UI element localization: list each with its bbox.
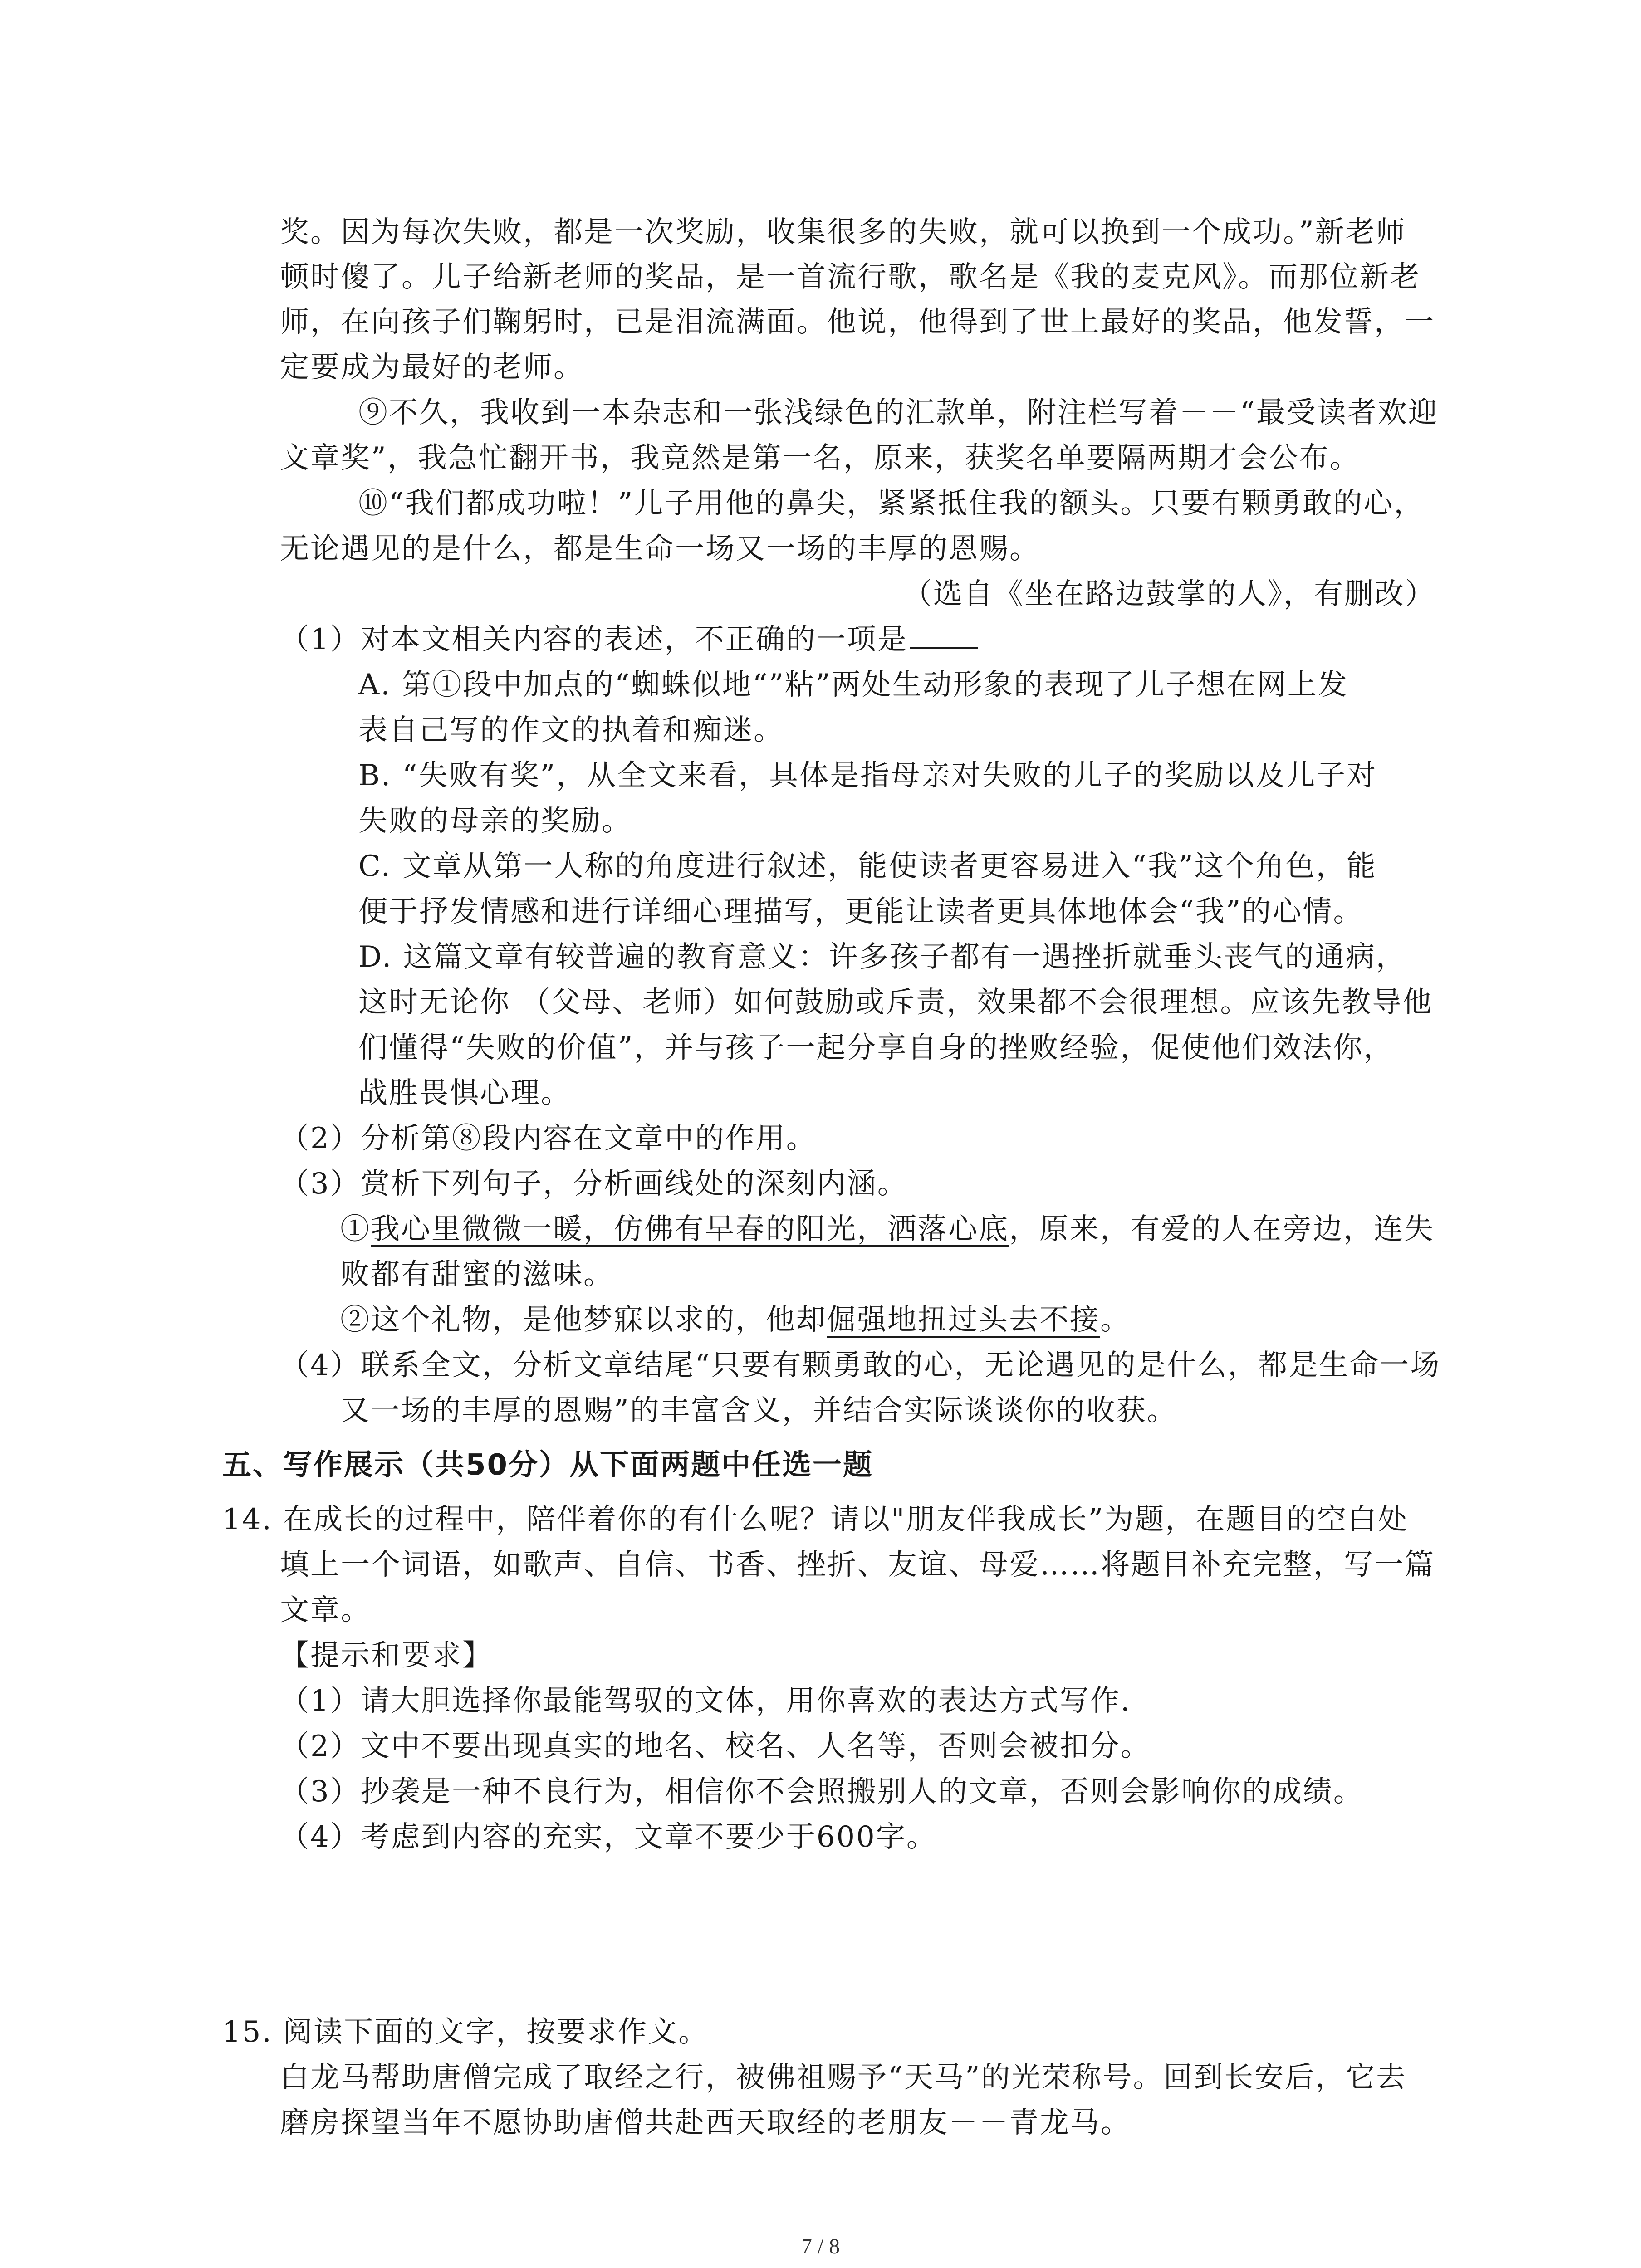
option-b-line: B. “失败有奖”，从全文来看，具体是指母亲对失败的儿子的奖励以及儿子对 — [358, 759, 1377, 792]
option-d-line: 这时无论你 （父母、老师）如何鼓励或斥责，效果都不会很理想。应该先教导他 — [358, 986, 1433, 1019]
section-heading: 五、写作展示（共50分）从下面两题中任选一题 — [222, 1448, 874, 1482]
question-14-line: 填上一个词语，如歌声、自信、书香、挫折、友谊、母爱……将题目补充完整，写一篇 — [280, 1548, 1435, 1582]
sentence-2-start: ②这个礼物，是他梦寐以求的，他却 — [340, 1303, 827, 1337]
option-d-line: 们懂得“失败的价值”，并与孩子一起分享自身的挫败经验，促使他们效法你， — [358, 1031, 1394, 1065]
question-15-line: 磨房探望当年不愿协助唐僧共赴西天取经的老朋友－－青龙马。 — [280, 2106, 1131, 2140]
option-b-line: 失败的母亲的奖励。 — [358, 804, 632, 838]
paragraph-line: 顿时傻了。儿子给新老师的奖品，是一首流行歌，歌名是《我的麦克风》。而那位新老 — [280, 260, 1421, 294]
question-15-line: 白龙马帮助唐僧完成了取经之行，被佛祖赐予“天马”的光荣称号。回到长安后，它去 — [280, 2061, 1407, 2094]
underlined-phrase: 倔强地扭过头去不接 — [827, 1303, 1100, 1337]
tip-item: （4）考虑到内容的充实，文章不要少于600字。 — [280, 1820, 937, 1854]
option-d-line: D. 这篇文章有较普遍的教育意义：许多孩子都有一遇挫折就垂头丧气的通病， — [358, 940, 1406, 974]
question-14-line: 14. 在成长的过程中，陪伴着你的有什么呢？请以"朋友伴我成长”为题，在题目的空白处 — [222, 1503, 1409, 1536]
sentence-2 — [340, 1298, 1131, 1342]
sentence-1-rest: ，原来，有爱的人在旁边，连失 — [1009, 1212, 1435, 1246]
option-a-line: A. 第①段中加点的“蜘蛛似地“”粘”两处生动形象的表现了儿子想在网上发 — [358, 668, 1348, 702]
tip-item: （2）文中不要出现真实的地名、校名、人名等，否则会被扣分。 — [280, 1730, 1151, 1763]
question-2: （2）分析第⑧段内容在文章中的作用。 — [280, 1122, 817, 1155]
question-4-line: 又一场的丰厚的恩赐”的丰富含义，并结合实际谈谈你的收获。 — [340, 1394, 1177, 1427]
page-number: 7 / 8 — [801, 2234, 840, 2258]
option-c-line: C. 文章从第一人称的角度进行叙述，能使读者更容易进入“我”这个角色，能 — [358, 850, 1377, 883]
option-a-line: 表自己写的作文的执着和痴迷。 — [358, 714, 784, 747]
paragraph-10-line: ⑩“我们都成功啦！”儿子用他的鼻尖，紧紧抵住我的额头。只要有颗勇敢的心， — [358, 487, 1425, 520]
paragraph-9-line: 文章奖”，我急忙翻开书，我竟然是第一名，原来，获奖名单要隔两期才会公布。 — [280, 441, 1360, 475]
question-1-stem — [280, 618, 978, 661]
paragraph-line: 师，在向孩子们鞠躬时，已是泪流满面。他说，他得到了世上最好的奖品，他发誓，一 — [280, 305, 1435, 339]
underlined-phrase: 我心里微微一暖，仿佛有早春的阳光，洒落心底 — [371, 1212, 1009, 1246]
tip-item: （3）抄袭是一种不良行为，相信你不会照搬别人的文章，否则会影响你的成绩。 — [280, 1775, 1364, 1809]
tip-item: （1）请大胆选择你最能驾驭的文体，用你喜欢的表达方式写作. — [280, 1684, 1132, 1718]
question-4-line: （4）联系全文，分析文章结尾“只要有颗勇敢的心，无论遇见的是什么，都是生命一场 — [280, 1349, 1441, 1382]
question-1-text: （1）对本文相关内容的表述，不正确的一项是 — [280, 623, 908, 656]
question-15-line: 15. 阅读下面的文字，按要求作文。 — [222, 2015, 709, 2049]
question-3-stem: （3）赏析下列句子，分析画线处的深刻内涵。 — [280, 1167, 908, 1201]
option-d-line: 战胜畏惧心理。 — [358, 1076, 571, 1110]
sentence-1-number: ① — [340, 1212, 371, 1246]
sentence-2-end: 。 — [1100, 1303, 1131, 1337]
paragraph-line: 奖。因为每次失败，都是一次奖励，收集很多的失败，就可以换到一个成功。”新老师 — [280, 215, 1406, 249]
sentence-1 — [340, 1207, 1435, 1251]
paragraph-9-line: ⑨不久，我收到一本杂志和一张浅绿色的汇款单，附注栏写着－－“最受读者欢迎 — [358, 396, 1439, 430]
paragraph-line: 定要成为最好的老师。 — [280, 351, 584, 384]
answer-blank — [910, 618, 978, 649]
question-14-line: 文章。 — [280, 1593, 371, 1627]
option-c-line: 便于抒发情感和进行详细心理描写，更能让读者更具体地体会“我”的心情。 — [358, 895, 1364, 929]
sentence-1-line: 败都有甜蜜的滋味。 — [340, 1258, 614, 1291]
tips-title: 【提示和要求】 — [280, 1639, 493, 1672]
source-citation: （选自《坐在路边鼓掌的人》，有删改） — [903, 577, 1435, 611]
paragraph-10-line: 无论遇见的是什么，都是生命一场又一场的丰厚的恩赐。 — [280, 532, 1040, 566]
